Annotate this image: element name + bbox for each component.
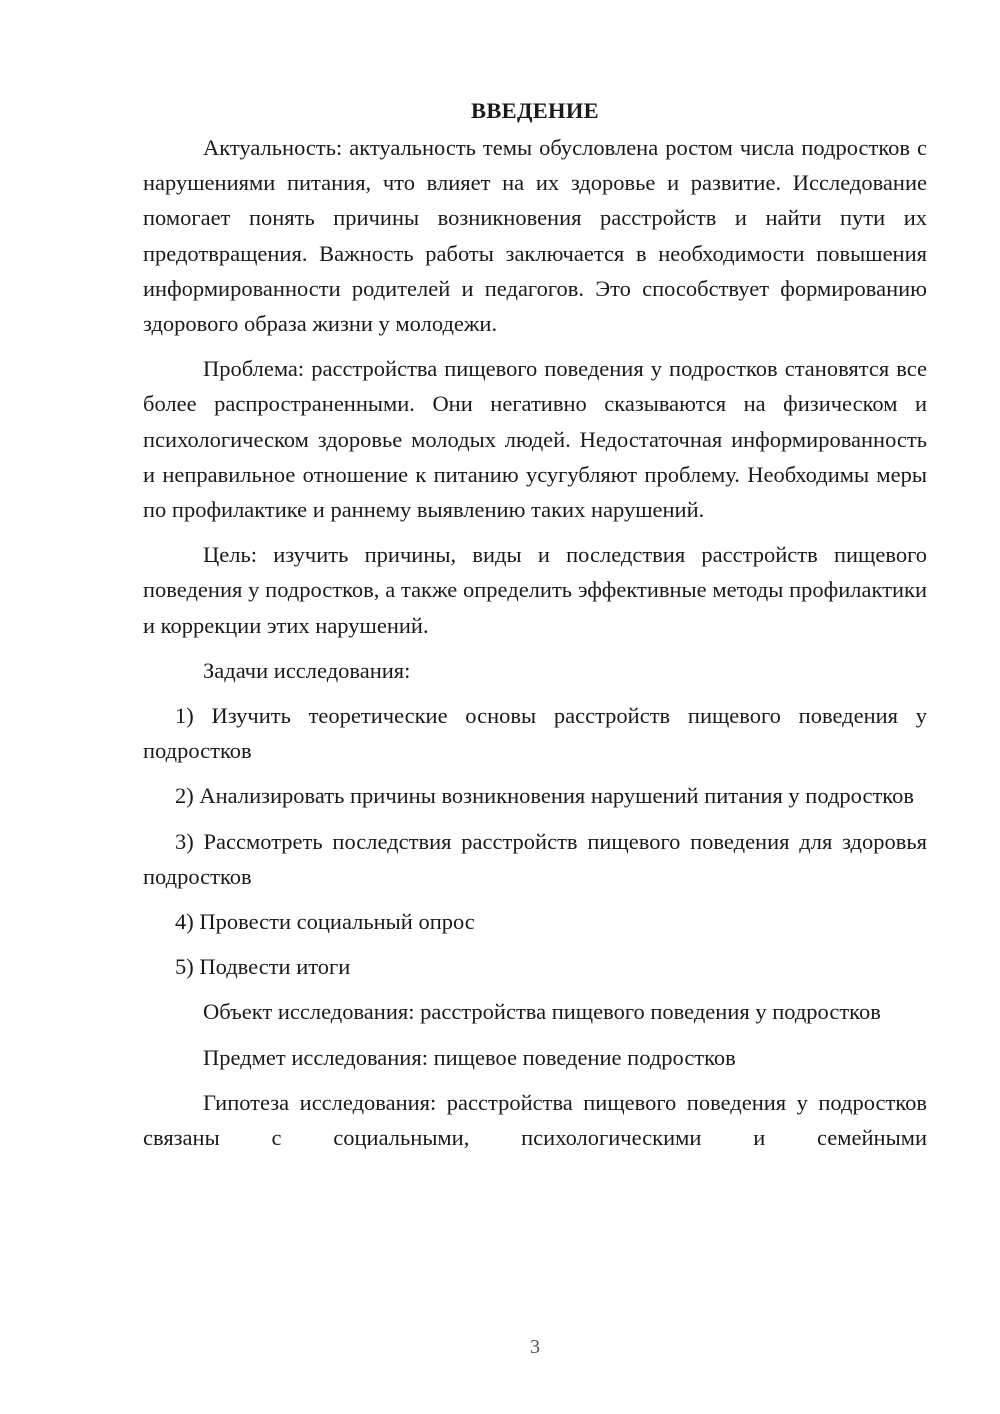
paragraph-problem: Проблема: расстройства пищевого поведения у подростков становятся все более распространенными. Они негативно сказываются на физическом и психологическом здоровье молодых людей. Недостаточная информированность и неправильное отношение к питанию усугубляют проблему. Необходимы меры по профилактике и раннему выявлению таких нарушений. — [143, 356, 927, 523]
paragraph-subject: Предмет исследования: пищевое поведение подростков — [203, 1044, 736, 1070]
paragraph-relevance: Актуальность: актуальность темы обусловлена ростом числа подростков с нарушениями питания, что влияет на их здоровье и развитие. Исследование помогает понять причины возникновения расстройств и найти пути их предотвращения. Важность работы заключается в необходимости повышения информированности родителей и педагогов. Это способствует формированию здорового образа жизни у молодежи. — [143, 135, 927, 337]
paragraph-goal: Цель: изучить причины, виды и последствия расстройств пищевого поведения у подростков, а также определить эффективные методы профилактики и коррекции этих нарушений. — [143, 542, 927, 638]
paragraph-tasks-title: Задачи исследования: — [203, 657, 411, 683]
task-item-5: 5) Подвести итоги — [175, 954, 351, 980]
task-item-3: 3) Рассмотреть последствия расстройств пищевого поведения для здоровья подростков — [143, 828, 927, 889]
paragraph-hypothesis: Гипотеза исследования: расстройства пищевого поведения у подростков связаны с социальными, психологическими и семейными — [143, 1089, 927, 1151]
page-content — [143, 96, 927, 1155]
task-item-4: 4) Провести социальный опрос — [175, 909, 475, 935]
task-item-1: 1) Изучить теоретические основы расстройств пищевого поведения у подростков — [143, 703, 927, 764]
section-heading: ВВЕДЕНИЕ — [471, 98, 599, 123]
task-item-2: 2) Анализировать причины возникновения нарушений питания у подростков — [175, 783, 914, 809]
paragraph-object: Объект исследования: расстройства пищевого поведения у подростков — [203, 999, 881, 1025]
page-number: 3 — [530, 1336, 540, 1358]
